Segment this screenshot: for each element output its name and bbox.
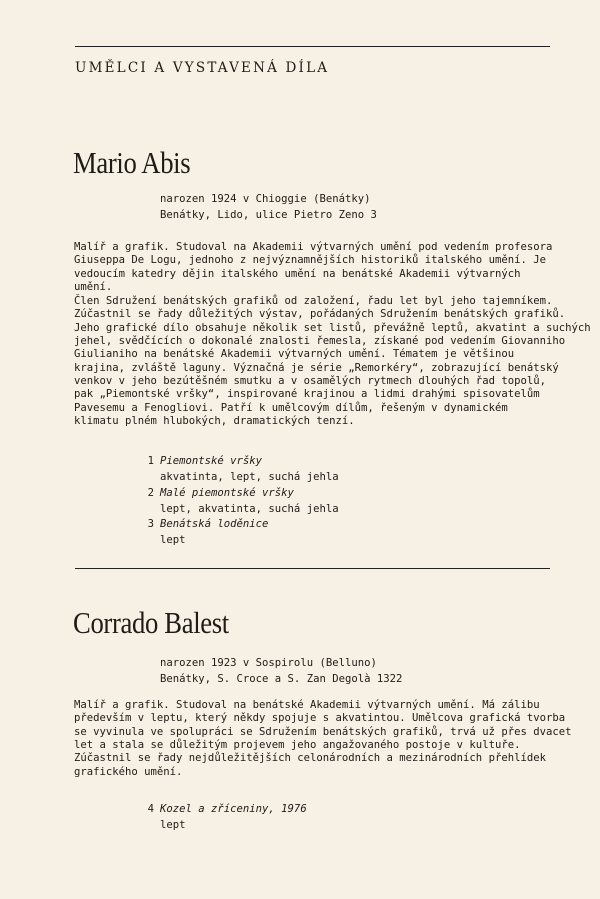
address: Benátky, S. Croce a S. Zan Degolà 1322 — [160, 673, 403, 685]
text-line: vedoucím katedry dějin italského umění na benátské Akademii výtvarných — [74, 267, 521, 280]
top-rule — [75, 46, 550, 47]
work-title: Kozel a zříceniny, 1976 — [160, 803, 307, 815]
work-number: 1 — [147, 455, 154, 467]
artist-bio — [160, 655, 402, 687]
work-number: 2 — [147, 487, 154, 499]
text-line: především v leptu, který někdy spojuje s akvatintou. Umělcova grafická tvorba — [74, 712, 566, 725]
work-number: 4 — [147, 803, 154, 815]
text-line: se vyvinula ve spolupráci se Sdružením benátských grafiků, trvá už přes dvacet — [74, 725, 572, 738]
text-line: krajina, zvláště laguny. Význačná je série „Remorkéry“, zobrazující benátský — [74, 361, 559, 374]
text-line: umění. — [74, 281, 113, 294]
text-line: Člen Sdružení benátských grafiků od založení, řadu let byl jeho tajemníkem. — [74, 295, 553, 307]
text-line: Giulianiho na benátské Akademii výtvarných umění. Tématem je většinou — [74, 348, 515, 361]
section-divider — [75, 568, 550, 569]
address: Benátky, Lido, ulice Pietro Zeno 3 — [160, 209, 377, 221]
text-line: let a stala se důležitým projevem jeho angažovaného postoje v kultuře. — [74, 739, 521, 752]
work-technique: lept, akvatinta, suchá jehla — [160, 502, 339, 515]
work-technique: lept — [160, 818, 186, 831]
artist-bio — [160, 191, 377, 223]
birth-info: narozen 1923 v Sospirolu (Belluno) — [160, 657, 377, 669]
work-technique: lept — [160, 533, 186, 546]
work-technique: akvatinta, lept, suchá jehla — [160, 470, 339, 483]
text-line: Malíř a grafik. Studoval na Akademii výtvarných umění pod vedením profesora — [74, 241, 553, 253]
text-line: Pavesemu a Fenogliovi. Patří k umělcovým dílům, řešeným v dynamickém — [74, 401, 508, 414]
bio-paragraph — [74, 295, 591, 428]
work-title: Piemontské vršky — [160, 455, 263, 467]
text-line: grafického umění. — [74, 765, 183, 778]
text-line: Giuseppa De Logu, jednoho z nejvýznamnějších historiků italského umění. Je — [74, 254, 546, 267]
bio-paragraph — [74, 699, 572, 779]
work-title: Malé piemontské vršky — [160, 487, 294, 499]
birth-info: narozen 1924 v Chioggie (Benátky) — [160, 193, 371, 205]
text-line: klimatu plném hlubokých, dramatických tenzí. — [74, 415, 355, 428]
text-line: Zúčastnil se řady důležitých výstav, pořádaných Sdružením benátských grafiků. — [74, 308, 566, 321]
artist-name: Corrado Balest — [73, 605, 229, 640]
text-line: Jeho grafické dílo obsahuje několik set listů, převážně leptů, akvatint a suchých — [74, 321, 591, 334]
text-line: Zúčastnil se řady nejdůležitějších celonárodních a mezinárodních přehlídek — [74, 752, 546, 765]
text-line: pak „Piemontské vršky“, inspirované krajinou a lidmi drahými spisovatelům — [74, 388, 540, 401]
text-line: jehel, svědčících o dokonalé znalosti řemesla, získané pod vedením Giovanniho — [74, 335, 566, 348]
bio-paragraph — [74, 241, 552, 294]
section-header: UMĚLCI A VYSTAVENÁ DÍLA — [75, 60, 330, 76]
text-line: Malíř a grafik. Studoval na benátské Akademii výtvarných umění. Má zálibu — [74, 699, 540, 711]
work-title: Benátská loděnice — [160, 518, 269, 530]
text-line: venkov v jeho bezútěšném smutku a v osamělých rytmech dlouhých řad topolů, — [74, 375, 546, 388]
work-number: 3 — [147, 518, 154, 530]
artist-name: Mario Abis — [73, 145, 191, 180]
